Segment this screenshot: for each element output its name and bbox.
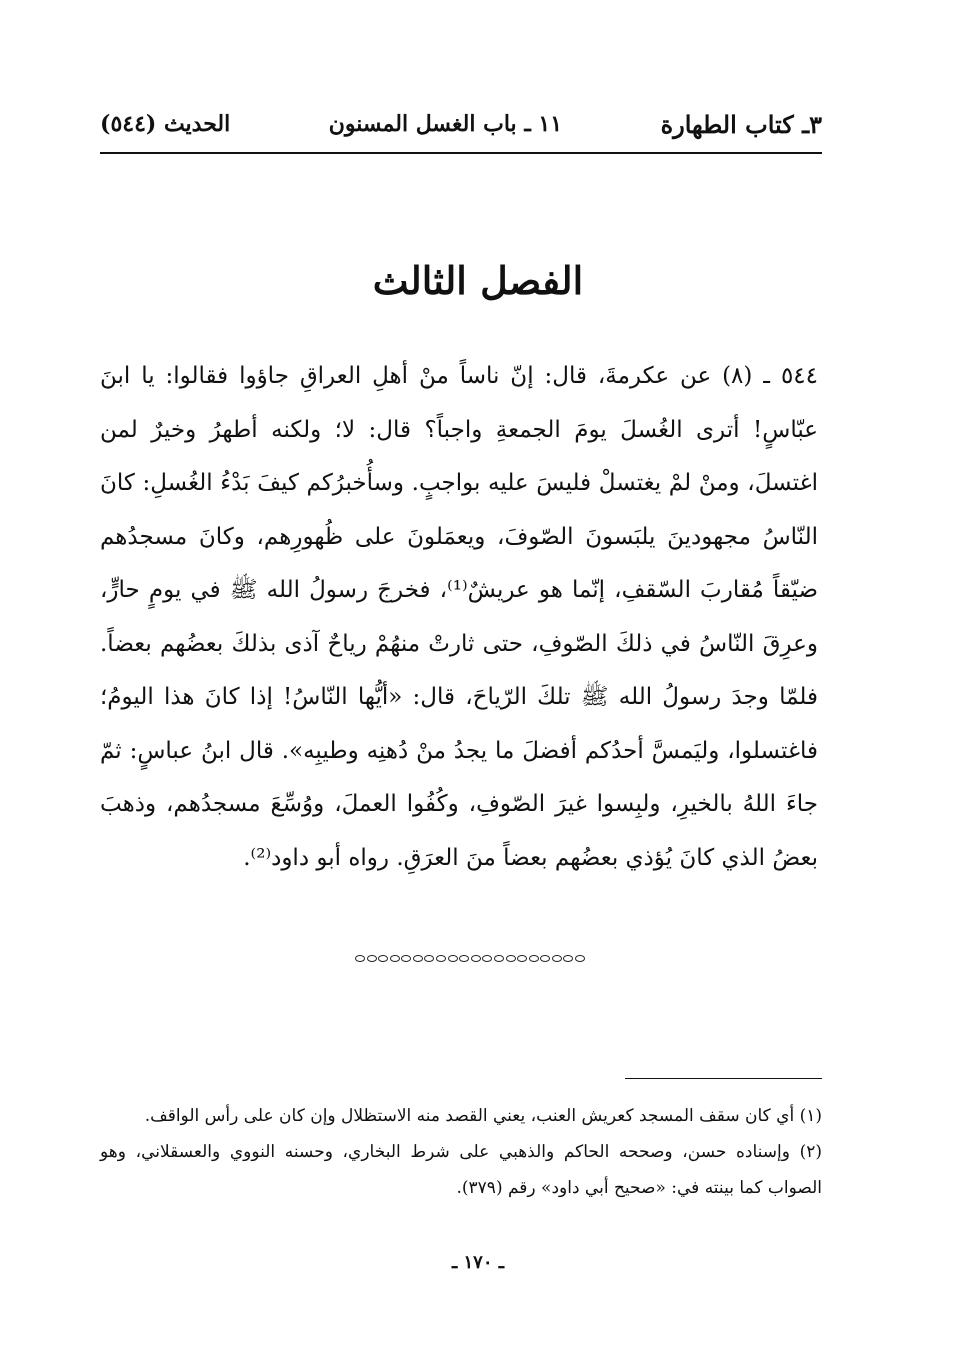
header-chapter-title: ١١ ـ باب الغسل المسنون	[328, 111, 563, 137]
header-hadith-ref: الحديث (٥٤٤)	[100, 111, 231, 137]
hadith-text: ٥٤٤ ـ (٨) عن عكرمةَ، قال: إنّ ناساً منْ أهلِ العراقِ جاؤوا فقالوا: يا ابنَ عبّاسٍ! أترى الغُسلَ يومَ الجمعةِ واجباً؟ قال: لا؛ ولكنه أطهرُ وخيرٌ لمن اغتسلَ، ومنْ لمْ يغتسلْ فليسَ عليه بواجبٍ. وسأُخبرُكم كيفَ بَدْءُ الغُسلِ: كانَ النّاسُ مجهودينَ يلبَسونَ الصّوفَ، ويعمَلونَ على ظُهورِهم، وكانَ مسجدُهم ضيّقاً مُقاربَ السّقفِ، إنّما هو عريشٌ⁽¹⁾، فخرجَ رسولُ الله ﷺ في يومٍ حارٍّ، وعرِقَ النّاسُ في ذلكَ الصّوفِ، حتى ثارتْ منهُمْ رياحٌ آذى بذلكَ بعضُهم بعضاً. فلمّا وجدَ رسولُ الله ﷺ تلكَ الرّياحَ، قال: «أيُّها النّاسُ! إذا كانَ هذا اليومُ؛ فاغتسلوا، وليَمسَّ أحدُكم أفضلَ ما يجدُ منْ دُهنِه وطيبِه». قال ابنُ عباسٍ: ثمّ جاءَ اللهُ بالخيرِ، ولبِسوا غيرَ الصّوفِ، وكُفُوا العملَ، ووُسِّعَ مسجدُهم، وذهبَ بعضُ الذي كانَ يُؤذي بعضُهم بعضاً منَ العرَقِ. رواه أبو داود⁽²⁾.	[100, 363, 818, 871]
running-header	[100, 98, 822, 150]
header-book-title: ٣ـ كتاب الطهارة	[660, 109, 822, 139]
footnotes	[100, 1098, 822, 1206]
header-rule	[100, 152, 822, 154]
footnote-2: (٢) وإسناده حسن، وصححه الحاكم والذهبي على شرط البخاري، وحسنه النووي والعسقلاني، وهو الصواب كما بينته في: «صحيح أبي داود» رقم (٣٧٩).	[100, 1142, 822, 1198]
footnote-1: (١) أي كان سقف المسجد كعريش العنب، يعني القصد منه الاستظلال وإن كان على رأس الواقف.	[144, 1106, 822, 1126]
ornament-divider	[355, 948, 585, 968]
section-title: الفصل الثالث	[372, 258, 584, 303]
footnote-rule	[625, 1078, 822, 1079]
page-number: ـ ١٧٠ ـ	[451, 1252, 505, 1273]
